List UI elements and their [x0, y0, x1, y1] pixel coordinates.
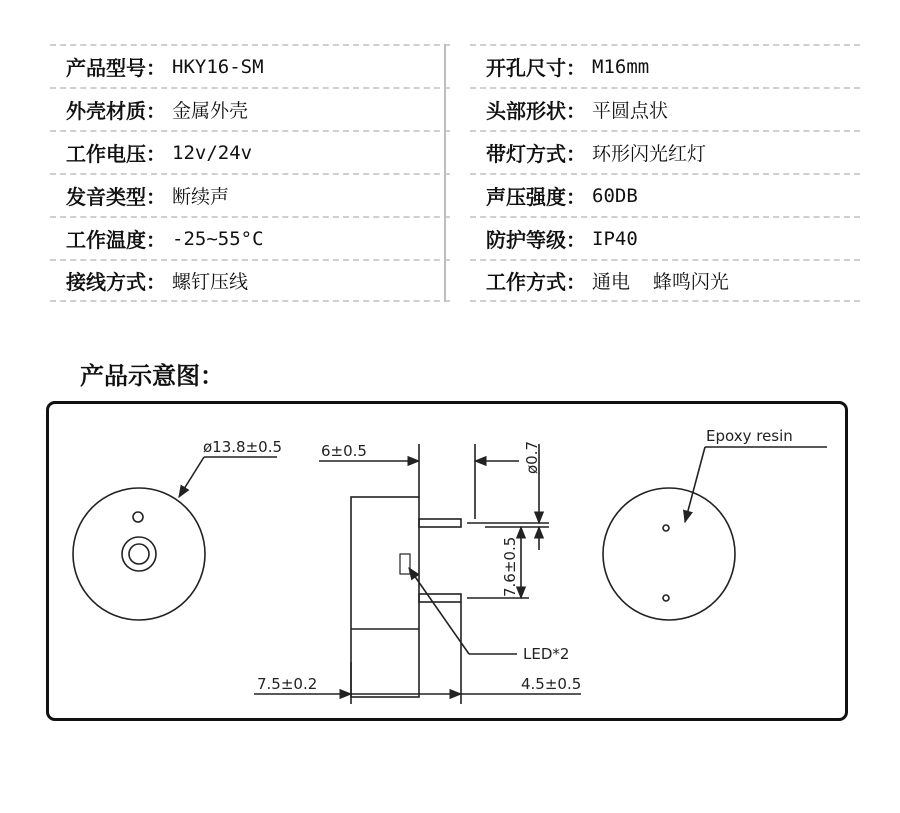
spec-value: -25~55°C — [172, 227, 264, 250]
spec-row — [50, 173, 450, 216]
spec-column-left — [50, 44, 450, 302]
pin-length-label: 4.5±0.5 — [521, 675, 582, 693]
spec-row — [470, 87, 860, 130]
spec-value: 金属外壳 — [172, 100, 249, 122]
column-divider — [444, 44, 446, 302]
spec-value: M16mm — [592, 55, 650, 78]
front-outer-circle — [73, 488, 205, 620]
led-leader-line — [409, 568, 469, 654]
pin-upper — [419, 519, 461, 527]
led-label: LED*2 — [523, 645, 570, 663]
pin-diameter-label: ø0.7 — [523, 440, 541, 474]
spec-value: 环形闪光红灯 — [592, 143, 707, 165]
spec-label: 产品型号： — [66, 56, 166, 80]
front-led-hole — [133, 512, 143, 522]
spec-label: 工作方式： — [486, 270, 586, 294]
drawing-canvas — [49, 404, 845, 718]
body-height-label: 7.5±0.2 — [257, 675, 318, 693]
spec-value: 通电 蜂鸣闪光 — [592, 271, 729, 293]
spec-value: 平圆点状 — [592, 100, 669, 122]
spec-row — [50, 130, 450, 173]
spec-label: 声压强度： — [486, 185, 586, 209]
spec-label: 发音类型： — [66, 185, 166, 209]
spec-label: 接线方式： — [66, 270, 166, 294]
spec-label: 开孔尺寸： — [486, 56, 586, 80]
length-label: 6±0.5 — [321, 442, 367, 460]
spec-row — [470, 216, 860, 259]
leader-line — [685, 447, 705, 522]
spec-row — [50, 259, 450, 302]
spec-row — [50, 44, 450, 87]
spec-column-right — [470, 44, 860, 302]
spec-value: 断续声 — [172, 186, 230, 208]
spec-row — [470, 130, 860, 173]
side-view — [254, 444, 581, 704]
spec-value: 12v/24v — [172, 141, 253, 164]
pin-spacing-label: 7.6±0.5 — [501, 536, 519, 597]
front-view — [73, 457, 277, 620]
spec-value: 60DB — [592, 184, 638, 207]
front-inner-ring — [122, 537, 156, 571]
spec-value: HKY16-SM — [172, 55, 264, 78]
spec-row — [470, 44, 860, 87]
front-inner-circle — [129, 544, 149, 564]
spec-row — [470, 173, 860, 216]
spec-label: 外壳材质： — [66, 99, 166, 123]
spec-row — [50, 87, 450, 130]
diameter-label: ø13.8±0.5 — [203, 438, 282, 456]
spec-label: 头部形状： — [486, 99, 586, 123]
spec-label: 防护等级： — [486, 228, 586, 252]
diagram-title: 产品示意图： — [80, 362, 224, 390]
pin-lower — [419, 594, 461, 602]
spec-label: 带灯方式： — [486, 142, 586, 166]
side-body — [351, 497, 419, 697]
spec-value: 螺钉压线 — [172, 271, 249, 293]
spec-row — [470, 259, 860, 302]
rear-view — [603, 447, 827, 620]
rear-pin-hole — [663, 525, 669, 531]
technical-drawing — [46, 401, 848, 721]
spec-value: IP40 — [592, 227, 638, 250]
spec-table — [50, 44, 860, 302]
spec-row — [50, 216, 450, 259]
led-chip — [400, 554, 410, 574]
spec-label: 工作电压： — [66, 142, 166, 166]
leader-line — [179, 457, 204, 497]
epoxy-label: Epoxy resin — [706, 427, 793, 445]
spec-label: 工作温度： — [66, 228, 166, 252]
rear-pin-hole — [663, 595, 669, 601]
